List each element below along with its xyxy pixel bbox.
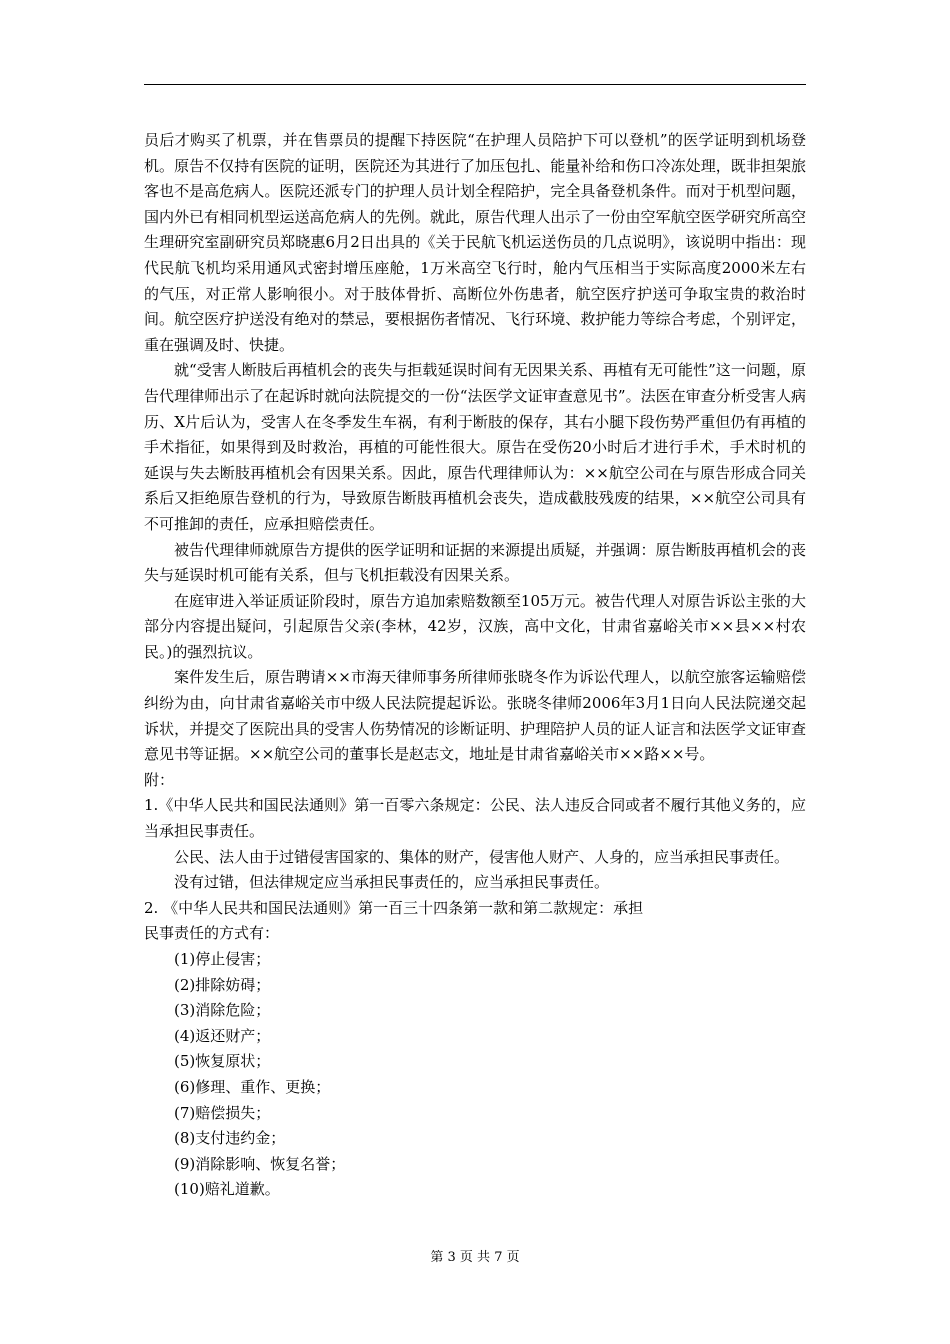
list-item: (3)消除危险； <box>174 1001 271 1020</box>
paragraph-defendant-response: 被告代理律师就原告方提供的医学证明和证据的来源提出质疑，并强调：原告断肢再植机会的丧失与延误时机可能有关系，但与飞机拒载没有因果关系。 <box>144 540 806 585</box>
list-item: (7)赔偿损失； <box>174 1103 271 1122</box>
appendix-article-134-intro: 2. 《中华人民共和国民法通则》第一百三十四条第一款和第二款规定：承担 <box>144 898 644 917</box>
liability-methods-list <box>144 947 806 1203</box>
list-item: (1)停止侵害； <box>174 950 271 968</box>
paragraph-replant-causality: 就“受害人断肢后再植机会的丧失与拒载延误时间有无因果关系、再植有无可能性”这一问题，原告代理律师出示了在起诉时就向法院提交的一份“法医学文证审查意见书”。法医在审查分析受害人病历、X片后认为，受害人在冬季发生车祸，有利于断肢的保存，其右小腿下段伤势严重但仍有再植的手术指征，如果得到及时救治，再植的可能性很大。原告在受伤20小时后才进行手术，手术时机的延误与失去断肢再植机会有因果关系。因此，原告代理律师认为：××航空公司在与原告形成合同关系后又拒绝原告登机的行为，导致原告断肢再植机会丧失，造成截肢残废的结果，××航空公司具有不可推卸的责任，应承担赔偿责任。 <box>144 361 806 533</box>
paragraph-continuation: 员后才购买了机票，并在售票员的提醒下持医院“在护理人员陪护下可以登机”的医学证明到机场登机。原告不仅持有医院的证明，医院还为其进行了加压包扎、能量补给和伤口冷冻处理，既非担架旅客也不是高危病人。医院还派专门的护理人员计划全程陪护，完全具备登机条件。而对于机型问题，国内外已有相同机型运送高危病人的先例。就此，原告代理人出示了一份由空军航空医学研究所高空生理研究室副研究员郑晓惠6月2日出具的《关于民航飞机运送伤员的几点说明》，该说明中指出：现代民航飞机均采用通风式密封增压座舱，1万米高空飞行时，舱内气压相当于实际高度2000米左右的气压，对正常人影响很小。对于肢体骨折、高断位外伤患者，航空医疗护送可争取宝贵的救治时间。航空医疗护送没有绝对的禁忌，要根据伤者情况、飞行环境、救护能力等综合考虑，个别评定，重在强调及时、快捷。 <box>144 131 806 354</box>
appendix-article-106-fault: 公民、法人由于过错侵害国家的、集体的财产，侵害他人财产、人身的，应当承担民事责任。 <box>174 847 790 866</box>
appendix-article-106: 1.《中华人民共和国民法通则》第一百零六条规定：公民、法人违反合同或者不履行其他义务的，应当承担民事责任。 <box>144 796 806 841</box>
appendix-article-106-no-fault: 没有过错，但法律规定应当承担民事责任的，应当承担民事责任。 <box>174 873 610 892</box>
header-rule <box>144 84 806 85</box>
list-item: (5)恢复原状； <box>174 1052 271 1071</box>
list-item: (2)排除妨碍； <box>174 975 271 994</box>
list-item: (6)修理、重作、更换； <box>174 1077 331 1096</box>
paragraph-evidence-stage: 在庭审进入举证质证阶段时，原告方追加索赔数额至105万元。被告代理人对原告诉讼主张的大部分内容提出疑问，引起原告父亲(李林，42岁，汉族，高中文化，甘肃省嘉峪关市××县××村农民。)的强烈抗议。 <box>144 591 806 661</box>
page-footer: 第 3 页 共 7 页 <box>430 1250 520 1265</box>
appendix-heading: 附： <box>144 770 175 789</box>
document-body <box>144 128 806 1203</box>
paragraph-case-filing: 案件发生后，原告聘请××市海天律师事务所律师张晓冬作为诉讼代理人，以航空旅客运输赔偿纠纷为由，向甘肃省嘉峪关市中级人民法院提起诉讼。张晓冬律师2006年3月1日向人民法院递交起诉状，并提交了医院出具的受害人伤势情况的诊断证明、护理陪护人员的证人证言和法医学文证审查意见书等证据。××航空公司的董事长是赵志文，地址是甘肃省嘉峪关市××路××号。 <box>144 668 806 764</box>
appendix-article-134-lead: 民事责任的方式有： <box>144 924 280 943</box>
list-item: (9)消除影响、恢复名誉； <box>174 1154 346 1173</box>
list-item: (4)返还财产； <box>174 1026 271 1045</box>
list-item: (8)支付违约金； <box>174 1129 286 1148</box>
list-item: (10)赔礼道歉。 <box>174 1180 280 1199</box>
